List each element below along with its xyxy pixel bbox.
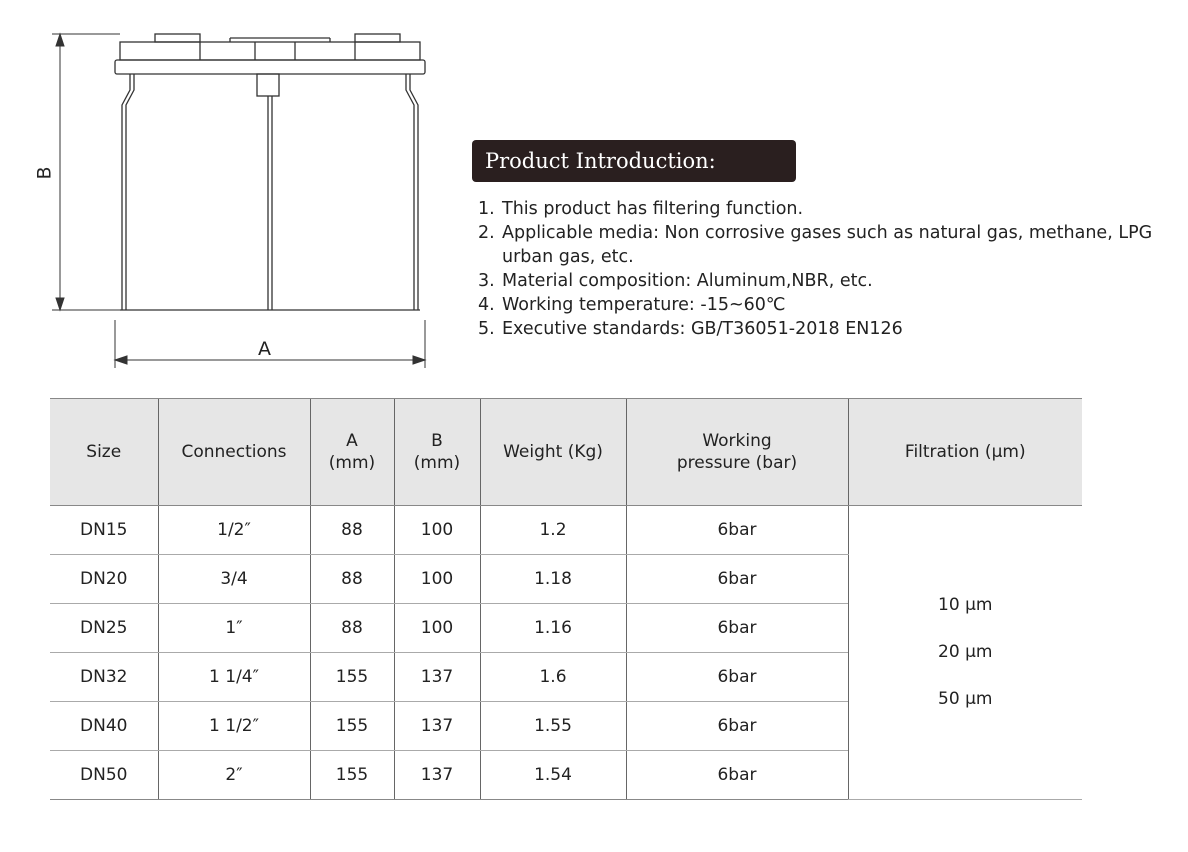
intro-item-number: 1.	[478, 199, 495, 219]
cell-size: DN40	[50, 702, 158, 751]
header-a	[310, 399, 394, 506]
header-weight: Weight (Kg)	[480, 399, 626, 506]
header-a-line2: (mm)	[328, 453, 376, 473]
header-filtration: Filtration (μm)	[848, 399, 1082, 506]
cell-weight: 1.2	[480, 506, 626, 555]
intro-item-number: 5.	[478, 319, 495, 339]
cell-weight: 1.18	[480, 555, 626, 604]
cell-b: 100	[394, 555, 480, 604]
header-b-line1: B	[431, 431, 443, 451]
header-b	[394, 399, 480, 506]
header-b-line2: (mm)	[413, 453, 461, 473]
header-size: Size	[50, 399, 158, 506]
cell-b: 137	[394, 702, 480, 751]
intro-item	[478, 269, 1158, 293]
header-pressure-line2: pressure (bar)	[676, 453, 798, 473]
cell-connections: 1 1/2″	[158, 702, 310, 751]
table-row	[50, 506, 1082, 555]
cell-connections: 1″	[158, 604, 310, 653]
product-introduction-title: Product Introduction:	[472, 140, 796, 182]
cell-b: 100	[394, 506, 480, 555]
filtration-value: 10 μm	[938, 595, 993, 615]
intro-item	[478, 317, 1158, 341]
cell-a: 88	[310, 555, 394, 604]
header-connections: Connections	[158, 399, 310, 506]
intro-item-text: Applicable media: Non corrosive gases such as natural gas, methane, LPG urban gas, etc.	[502, 223, 1153, 267]
product-introduction-list	[478, 197, 1158, 341]
cell-b: 100	[394, 604, 480, 653]
cell-pressure: 6bar	[626, 751, 848, 800]
intro-item	[478, 293, 1158, 317]
dimension-b-label: B	[33, 166, 56, 180]
filtration-value: 20 μm	[938, 642, 993, 662]
header-a-line1: A	[346, 431, 358, 451]
cell-filtration	[848, 506, 1082, 800]
cell-b: 137	[394, 653, 480, 702]
cell-a: 88	[310, 506, 394, 555]
intro-item-text: Material composition: Aluminum,NBR, etc.	[502, 271, 873, 291]
cell-pressure: 6bar	[626, 604, 848, 653]
cell-pressure: 6bar	[626, 702, 848, 751]
cell-a: 88	[310, 604, 394, 653]
cell-weight: 1.54	[480, 751, 626, 800]
product-drawing	[30, 20, 450, 380]
cell-size: DN32	[50, 653, 158, 702]
intro-item	[478, 197, 1158, 221]
cell-weight: 1.6	[480, 653, 626, 702]
cell-weight: 1.55	[480, 702, 626, 751]
intro-item-text: This product has filtering function.	[502, 199, 804, 219]
cell-a: 155	[310, 653, 394, 702]
intro-item-text: Executive standards: GB/T36051-2018 EN126	[502, 319, 903, 339]
cell-connections: 1/2″	[158, 506, 310, 555]
intro-item-number: 4.	[478, 295, 495, 315]
table-header-row	[50, 399, 1082, 506]
intro-item-number: 3.	[478, 271, 495, 291]
filter-outline-drawing	[30, 20, 450, 380]
cell-weight: 1.16	[480, 604, 626, 653]
specification-table	[50, 398, 1082, 800]
intro-item	[478, 221, 1158, 269]
cell-size: DN20	[50, 555, 158, 604]
cell-pressure: 6bar	[626, 555, 848, 604]
cell-pressure: 6bar	[626, 653, 848, 702]
cell-pressure: 6bar	[626, 506, 848, 555]
cell-connections: 2″	[158, 751, 310, 800]
cell-size: DN15	[50, 506, 158, 555]
cell-a: 155	[310, 702, 394, 751]
cell-connections: 1 1/4″	[158, 653, 310, 702]
intro-item-number: 2.	[478, 223, 495, 243]
dimension-a-label: A	[258, 338, 271, 360]
cell-size: DN25	[50, 604, 158, 653]
cell-size: DN50	[50, 751, 158, 800]
cell-connections: 3/4	[158, 555, 310, 604]
cell-b: 137	[394, 751, 480, 800]
filtration-value: 50 μm	[938, 689, 993, 709]
header-pressure	[626, 399, 848, 506]
intro-item-text: Working temperature: -15~60℃	[502, 295, 786, 315]
header-pressure-line1: Working	[702, 431, 772, 451]
cell-a: 155	[310, 751, 394, 800]
